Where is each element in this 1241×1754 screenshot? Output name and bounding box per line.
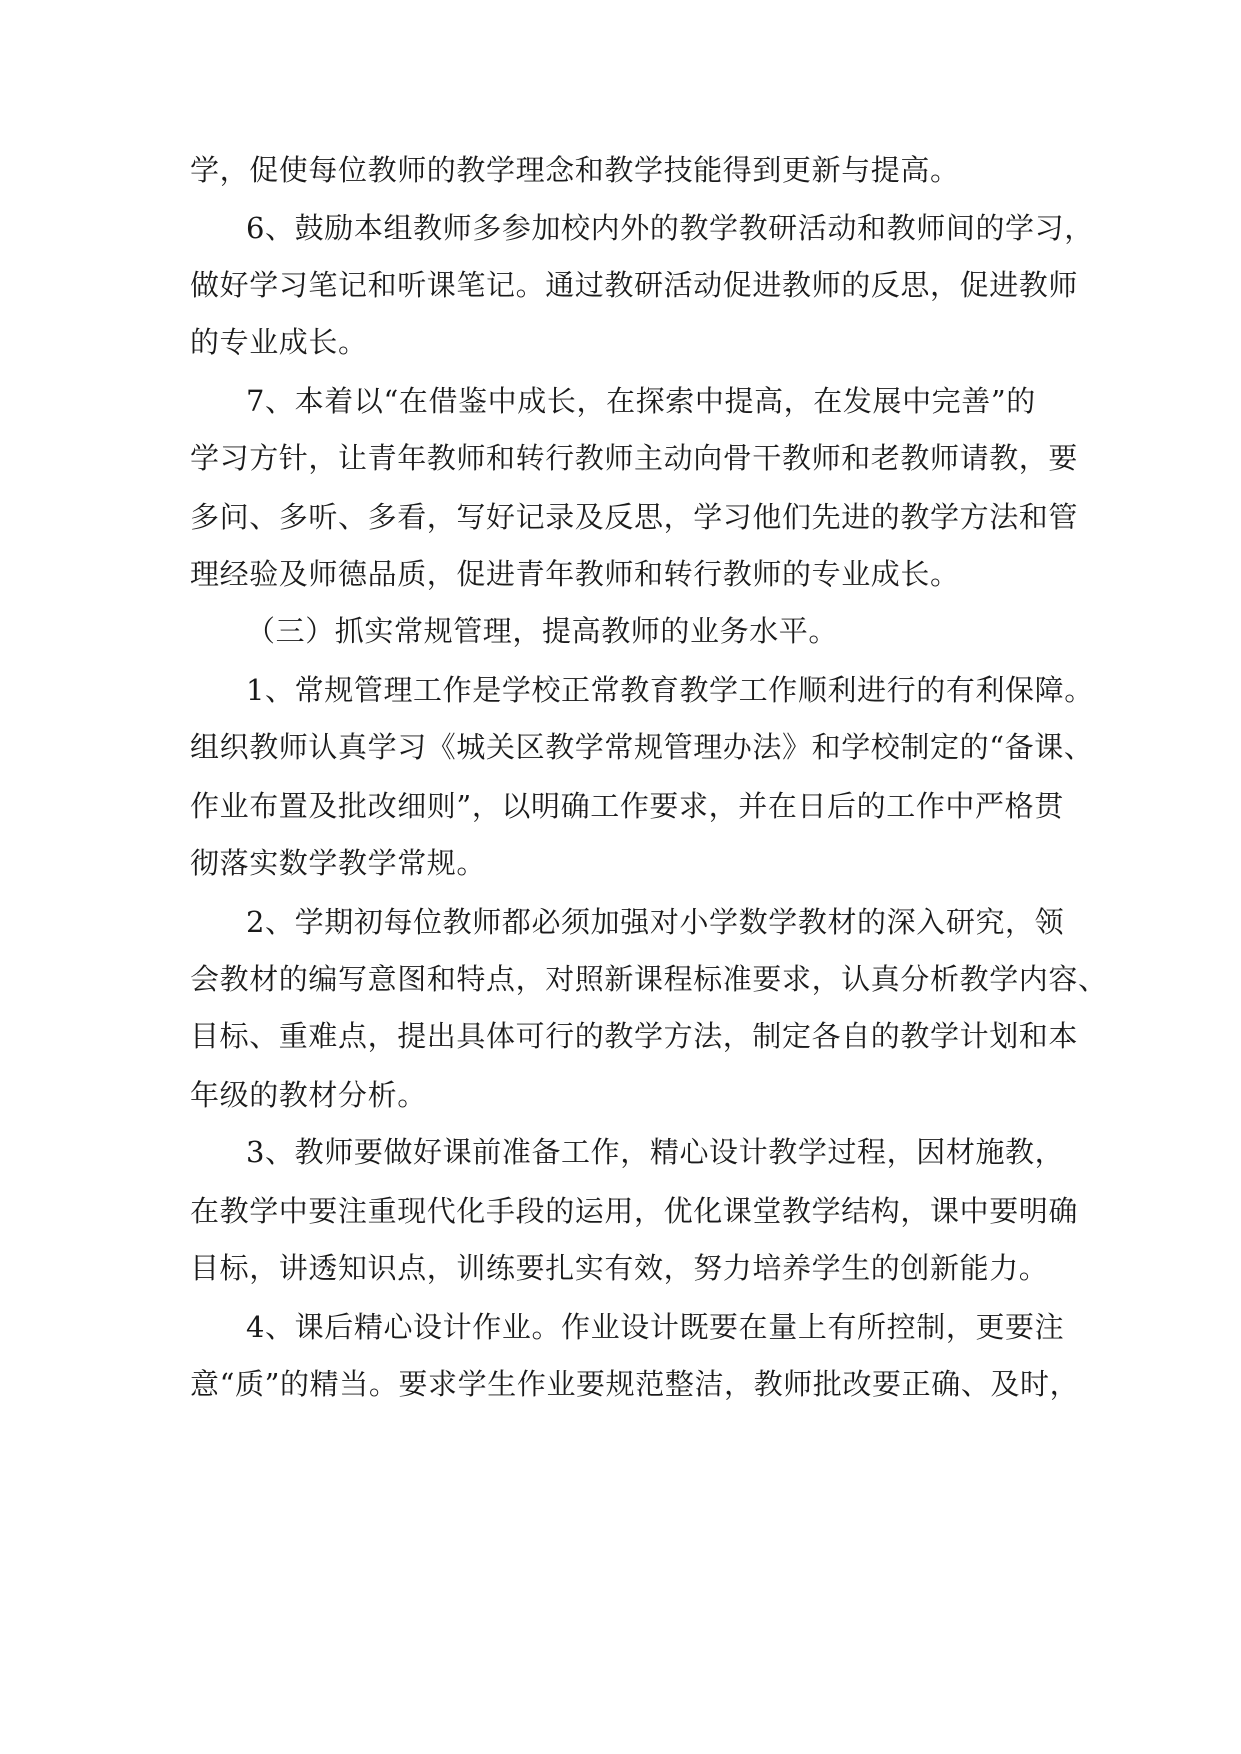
text-line: 7、本着以“在借鉴中成长，在探索中提高，在发展中完善”的	[246, 384, 1036, 418]
text-line: 的专业成长。	[190, 325, 368, 359]
section-heading: （三）抓实常规管理，提高教师的业务水平。	[246, 614, 839, 648]
text-line: 4、课后精心设计作业。作业设计既要在量上有所控制，更要注	[246, 1310, 1065, 1344]
text-line: 做好学习笔记和听课笔记。通过教研活动促进教师的反思，促进教师	[190, 268, 1079, 302]
text-line: 6、鼓励本组教师多参加校内外的教学教研活动和教师间的学习，	[246, 211, 1094, 245]
text-line: 学，促使每位教师的教学理念和教学技能得到更新与提高。	[190, 153, 960, 187]
text-line: 学习方针，让青年教师和转行教师主动向骨干教师和老教师请教，要	[190, 441, 1079, 475]
text-line: 在教学中要注重现代化手段的运用，优化课堂教学结构，课中要明确	[190, 1194, 1079, 1228]
text-line: 意“质”的精当。要求学生作业要规范整洁，教师批改要正确、及时，	[190, 1367, 1080, 1401]
text-line: 会教材的编写意图和特点，对照新课程标准要求，认真分析教学内容、	[190, 962, 1108, 996]
text-line: 目标，讲透知识点，训练要扎实有效，努力培养学生的创新能力。	[190, 1251, 1049, 1285]
text-line: 多问、多听、多看，写好记录及反思，学习他们先进的教学方法和管	[190, 500, 1079, 534]
text-line: 彻落实数学教学常规。	[190, 846, 487, 880]
text-line: 组织教师认真学习《城关区教学常规管理办法》和学校制定的“备课、	[190, 730, 1094, 764]
text-line: 年级的教材分析。	[190, 1078, 427, 1112]
text-line: 目标、重难点，提出具体可行的教学方法，制定各自的教学计划和本	[190, 1019, 1079, 1053]
text-line: 1、常规管理工作是学校正常教育教学工作顺利进行的有利保障。	[246, 673, 1094, 707]
text-line: 2、学期初每位教师都必须加强对小学数学教材的深入研究，领	[246, 905, 1065, 939]
text-line: 作业布置及批改细则”，以明确工作要求，并在日后的工作中严格贯	[190, 789, 1064, 823]
text-line: 理经验及师德品质，促进青年教师和转行教师的专业成长。	[190, 557, 960, 591]
text-line: 3、教师要做好课前准备工作，精心设计教学过程，因材施教，	[246, 1135, 1065, 1169]
